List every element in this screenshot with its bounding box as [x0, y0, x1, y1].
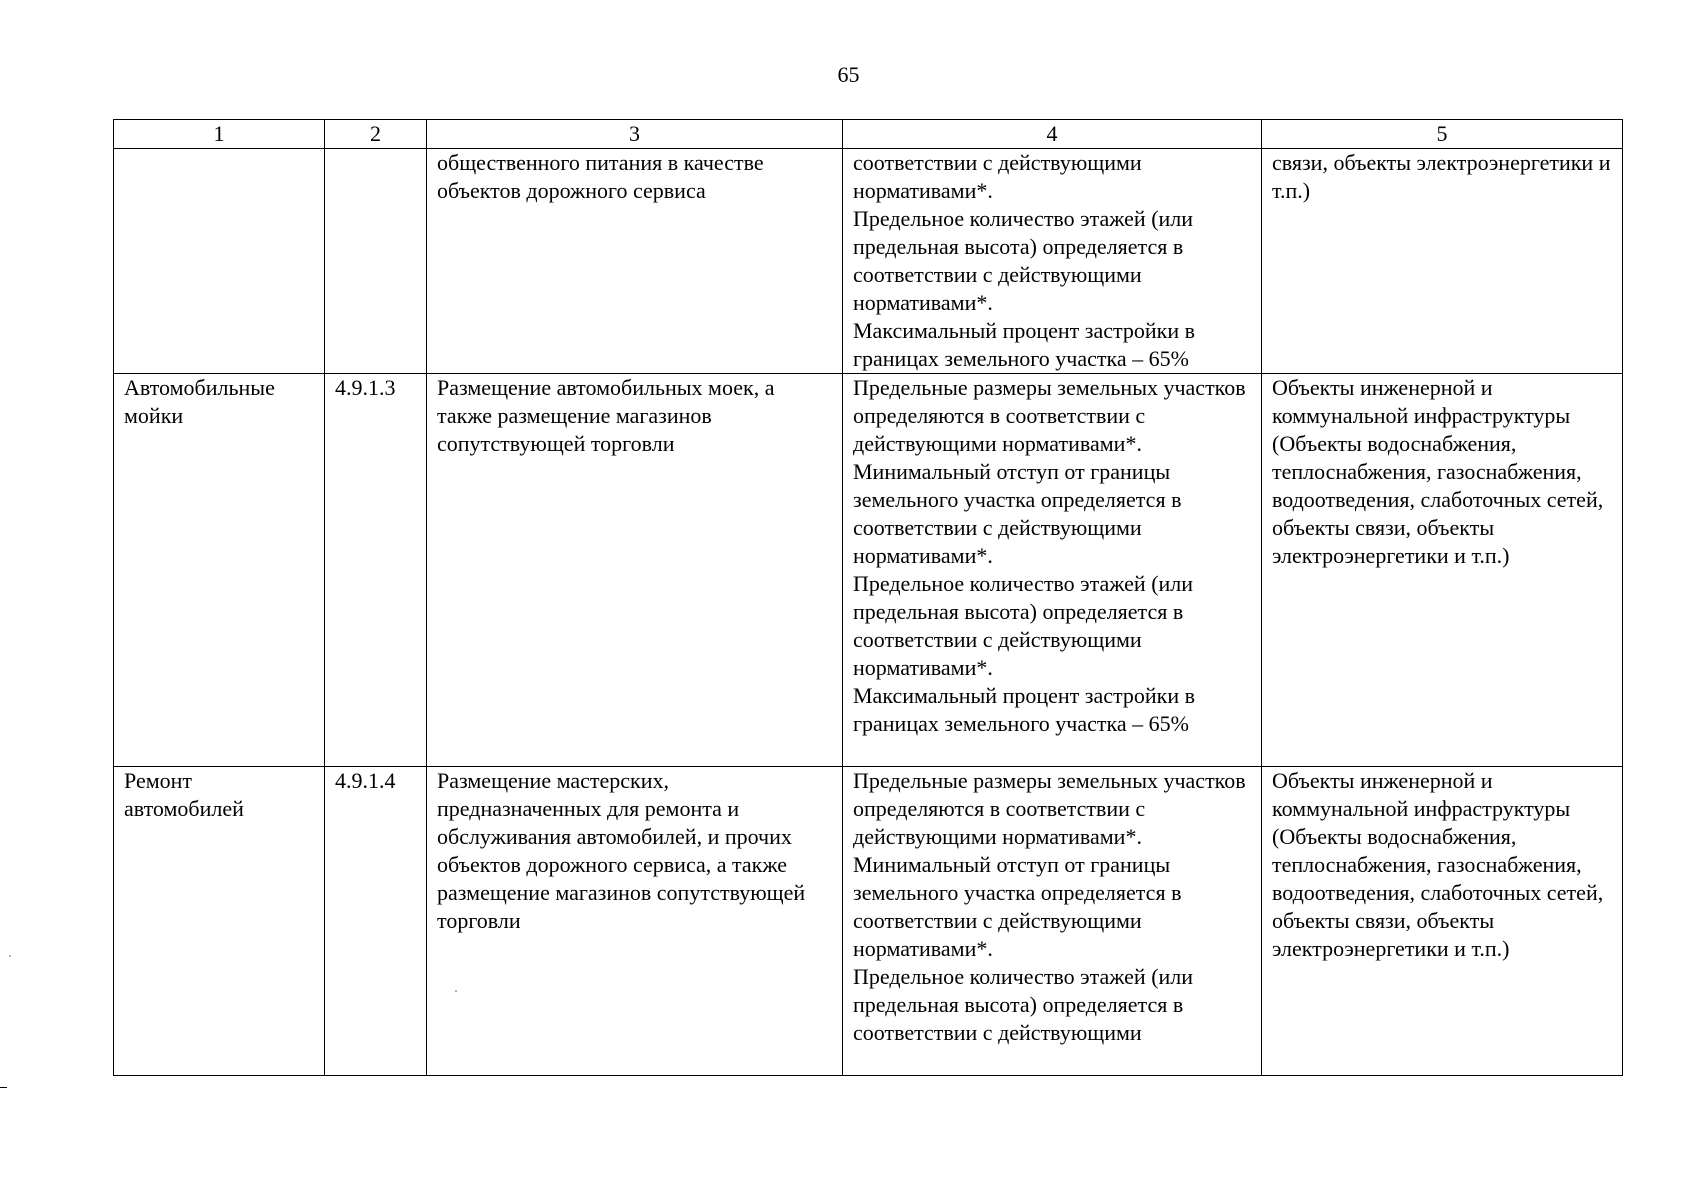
use-description-cell: Размещение мастерских, предназначенных для ремонта и обслуживания автомобилей, и прочих объектов дорожного сервиса, а также размещение магазинов сопутствующей торговли: [427, 767, 843, 1076]
use-code-cell: [325, 149, 427, 374]
parameter-text: Предельные размеры земельных участков определяются в соответствии с действующими нормативами*.: [853, 768, 1246, 849]
use-description-cell: Размещение автомобильных моек, а также размещение магазинов сопутствующей торговли: [427, 374, 843, 767]
use-name-cell: [114, 149, 325, 374]
table-row: [114, 374, 1623, 767]
scan-dot: [455, 990, 457, 992]
column-header: 5: [1262, 120, 1623, 149]
use-description-cell: общественного питания в качестве объектов дорожного сервиса: [427, 149, 843, 374]
column-header: 2: [325, 120, 427, 149]
parameter-text: Минимальный отступ от границы земельного участка определяется в соответствии с действующими нормативами*.: [853, 852, 1182, 961]
parameter-text: Предельное количество этажей (или предельная высота) определяется в соответствии с действующими нормативами*.: [853, 571, 1194, 680]
parameter-text: Предельное количество этажей (или предельная высота) определяется в соответствии с действующими нормативами*.: [853, 206, 1194, 315]
table-row: [114, 767, 1623, 1076]
use-name-cell: Ремонт автомобилей: [114, 767, 325, 1076]
parameter-text: Минимальный отступ от границы земельного участка определяется в соответствии с действующими нормативами*.: [853, 459, 1182, 568]
auxiliary-uses-cell: Объекты инженерной и коммунальной инфраструктуры (Объекты водоснабжения, теплоснабжения, газоснабжения, водоотведения, слаботочных сетей, объекты связи, объекты электроэнергетики и т.п.): [1262, 374, 1623, 767]
parameters-cell: [843, 374, 1262, 767]
parameters-cell: [843, 767, 1262, 1076]
auxiliary-uses-cell: связи, объекты электроэнергетики и т.п.): [1262, 149, 1623, 374]
use-code-cell: 4.9.1.4: [325, 767, 427, 1076]
table-row: [114, 149, 1623, 374]
scan-margin-mark: [0, 1087, 7, 1088]
scan-dot: [9, 955, 11, 957]
use-name-cell: Автомобильные мойки: [114, 374, 325, 767]
table-header-row: [114, 120, 1623, 149]
parameters-cell: [843, 149, 1262, 374]
parameter-text: Максимальный процент застройки в границах земельного участка – 65%: [853, 318, 1195, 371]
auxiliary-uses-cell: Объекты инженерной и коммунальной инфраструктуры (Объекты водоснабжения, теплоснабжения, газоснабжения, водоотведения, слаботочных сетей, объекты связи, объекты электроэнергетики и т.п.): [1262, 767, 1623, 1076]
parameter-text: Максимальный процент застройки в границах земельного участка – 65%: [853, 683, 1195, 736]
column-header: 3: [427, 120, 843, 149]
regulations-table: [113, 119, 1623, 1076]
column-header: 4: [843, 120, 1262, 149]
parameter-text: Предельные размеры земельных участков определяются в соответствии с действующими нормативами*.: [853, 375, 1246, 456]
parameter-text: соответствии с действующими нормативами*.: [853, 150, 1142, 203]
column-header: 1: [114, 120, 325, 149]
parameter-text: Предельное количество этажей (или предельная высота) определяется в соответствии с действующими: [853, 964, 1194, 1045]
use-code-cell: 4.9.1.3: [325, 374, 427, 767]
page-number: 65: [837, 62, 860, 87]
